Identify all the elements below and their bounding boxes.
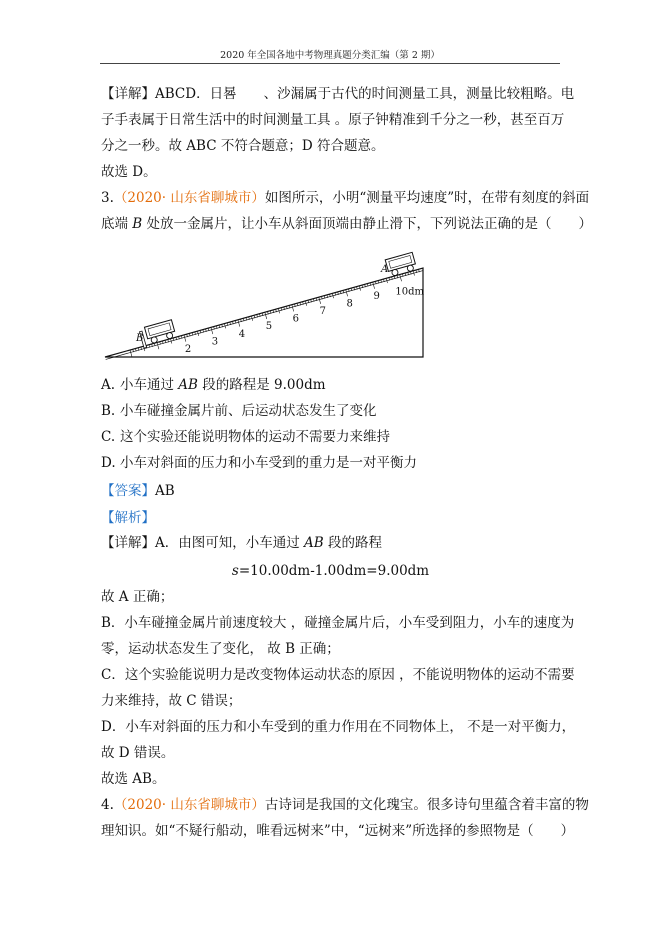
option-text: 段的路程是 9.00dm	[197, 377, 326, 393]
answer-line	[101, 481, 560, 501]
option-label: A.	[101, 377, 116, 393]
detail-d-line-2: 故 D 错误。	[101, 745, 175, 761]
detail-b-line-2: 零，运动状态发生了变化， 故 B 正确；	[101, 641, 340, 657]
detail-line-1	[101, 533, 560, 553]
formula-variable: s	[231, 563, 239, 579]
header-rule	[100, 63, 560, 64]
ruler-tick-label: 7	[319, 306, 326, 318]
option-label: D.	[101, 455, 116, 471]
detail-c-line-2: 力来维持，故 C 错误；	[101, 693, 242, 709]
q3-stem-line-1	[101, 188, 590, 208]
analysis-label: 【解析】	[101, 510, 155, 526]
point-b-ref: B	[132, 216, 143, 232]
option-d	[101, 453, 560, 473]
option-text: 小车对斜面的压力和小车受到的重力是一对平衡力	[120, 455, 417, 471]
q3-stem-text: 底端	[101, 216, 133, 232]
q3-conclusion: 故选 AB。	[101, 771, 166, 787]
detail-text: 【详解】A．由图可知，小车通过	[101, 535, 305, 551]
detail-c-line-1: C．这个实验能说明力是改变物体运动状态的原因 ，不能说明物体的运动不需要	[101, 667, 575, 683]
q3-stem-text: 如图所示，小明“测量平均速度”时，在带有刻度的斜面	[264, 190, 590, 206]
ruler-tick-label: 10dm	[395, 286, 425, 298]
q3-stem-line-2	[101, 214, 593, 234]
option-text: 这个实验还能说明物体的运动不需要力来维持	[120, 429, 390, 445]
ruler-tick-label: 2	[184, 343, 192, 355]
detail-a-result: 故 A 正确；	[101, 589, 174, 605]
point-b-label: B	[136, 333, 144, 344]
detail-d-line-1: D．小车对斜面的压力和小车受到的重力作用在不同物体上， 不是一对平衡力，	[101, 719, 576, 735]
segment-ab: AB	[178, 377, 198, 393]
ruler-tick-label: 6	[292, 313, 299, 325]
q2-detail-line-1: 【详解】ABCD．日晷 、沙漏属于古代的时间测量工具，测量比较粗略。电	[101, 86, 575, 102]
detail-b-line-1: B．小车碰撞金属片前速度较大 ，碰撞金属片后，小车受到阻力，小车的速度为	[101, 615, 575, 631]
incline-figure	[100, 245, 430, 365]
q3-stem-text: 处放一金属片，让小车从斜面顶端由静止滑下，下列说法正确的是（ ）	[142, 216, 593, 232]
page-header: 2020 年全国各地中考物理真题分类汇编（第 2 期）	[220, 50, 440, 61]
formula-expression: =10.00dm-1.00dm=9.00dm	[238, 563, 430, 579]
answer-value: AB	[155, 483, 175, 499]
q4-stem-line-2: 理知识。如“不疑行船动，唯看远树来”中，“远树来”所选择的参照物是（ ）	[101, 823, 575, 839]
option-label: B.	[101, 403, 116, 419]
option-text: 小车碰撞金属片前、后运动状态发生了变化	[120, 403, 377, 419]
q2-detail-line-3: 分之一秒。故 ABC 不符合题意；D 符合题意。	[101, 138, 385, 154]
option-label: C.	[101, 429, 116, 445]
analysis-line	[101, 508, 560, 528]
point-a-label: A	[381, 264, 389, 275]
question-number: 4.	[101, 797, 114, 813]
ruler-tick-label: 9	[373, 291, 380, 303]
segment-ab: AB	[304, 535, 324, 551]
option-a	[101, 375, 560, 395]
distance-formula	[101, 561, 560, 581]
ruler-tick-label: 5	[265, 321, 273, 333]
ruler-tick-label: 8	[346, 298, 353, 310]
option-b	[101, 401, 560, 421]
q2-detail-line-2: 子手表属于日常生活中的时间测量工具 。原子钟精准到千分之一秒，甚至百万	[101, 112, 565, 128]
option-text: 小车通过	[120, 377, 179, 393]
q4-stem-line-1	[101, 795, 589, 815]
answer-label: 【答案】	[101, 483, 155, 499]
ruler-tick-label: 4	[238, 328, 246, 340]
detail-text: 段的路程	[323, 535, 383, 551]
ruler-tick-label: 3	[211, 336, 219, 348]
question-source: （2020· 山东省聊城市）	[113, 797, 265, 813]
q2-conclusion: 故选 D。	[101, 164, 157, 180]
q4-stem-text: 古诗词是我国的文化瑰宝。很多诗句里蕴含着丰富的物	[264, 797, 589, 813]
option-c	[101, 427, 560, 447]
question-source: （2020· 山东省聊城市）	[113, 190, 265, 206]
question-number: 3.	[101, 190, 114, 206]
